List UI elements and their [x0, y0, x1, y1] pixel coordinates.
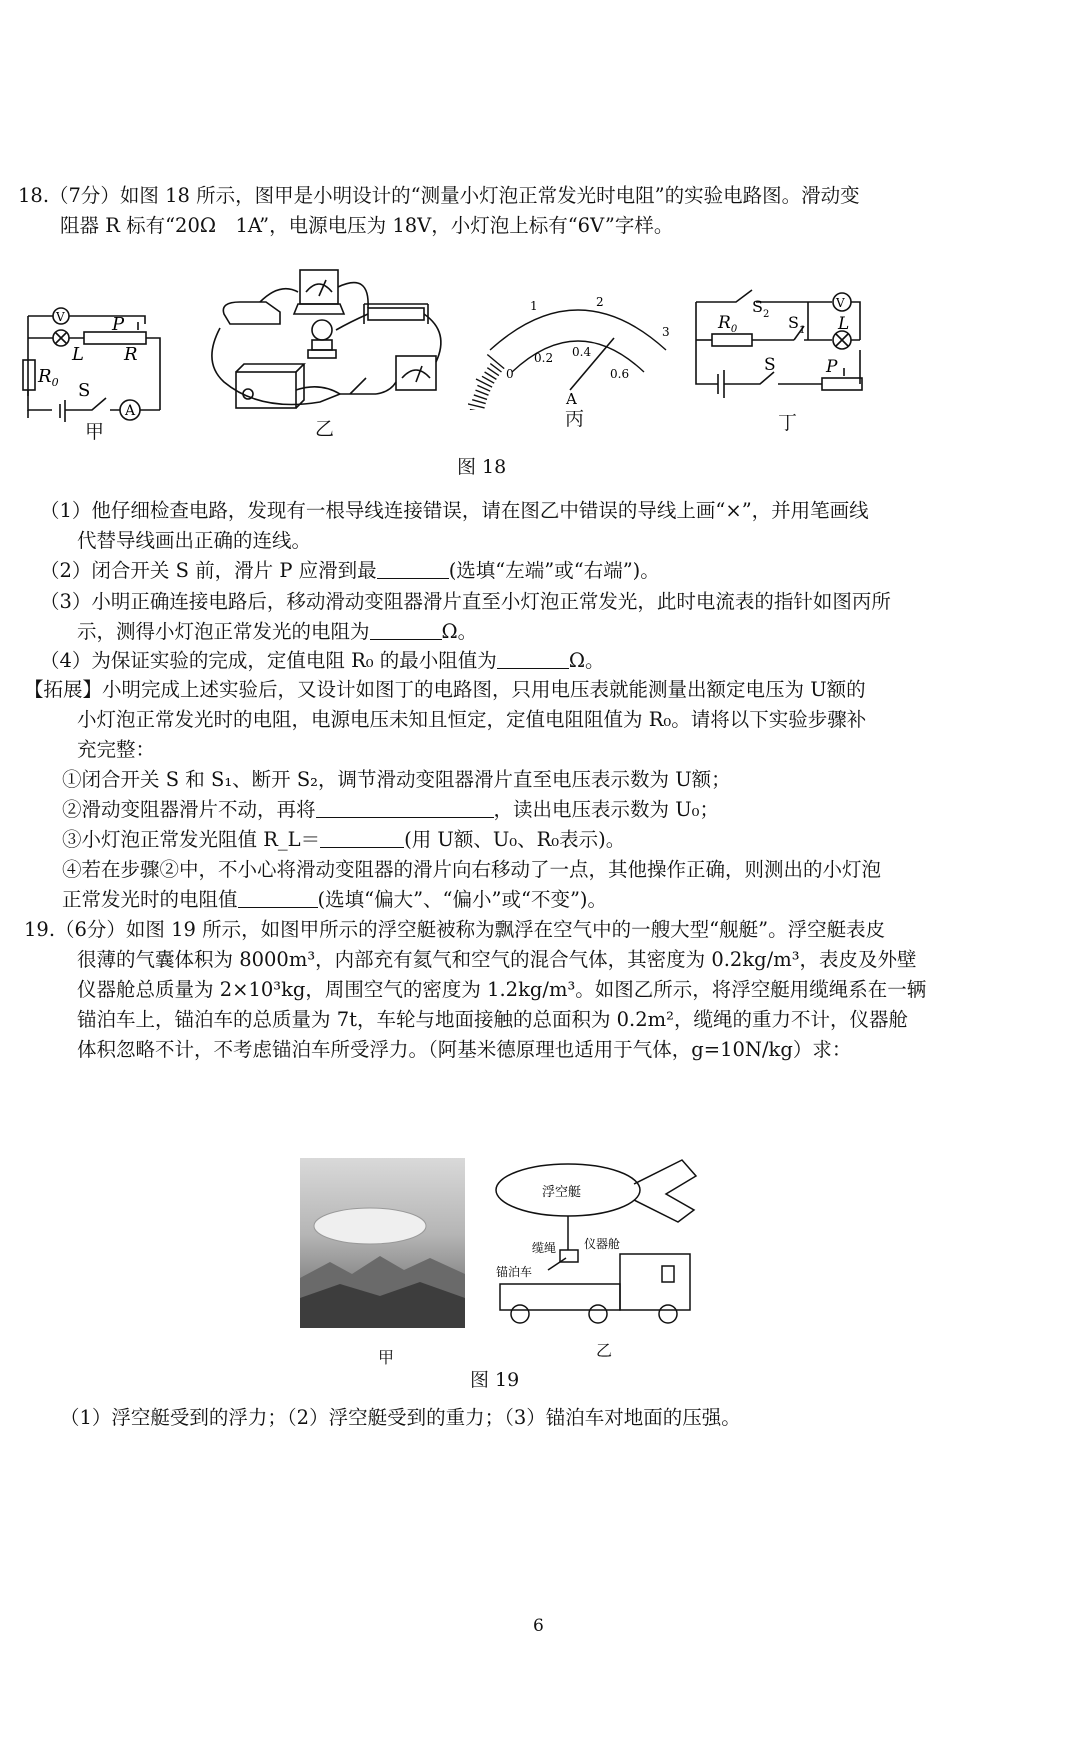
fig18-jia-switch-label: S — [78, 380, 91, 401]
fig19-yi-label: 乙 — [596, 1341, 613, 1360]
fig18-ding-label: 丁 — [778, 412, 798, 434]
dial-tick — [474, 395, 487, 400]
q18-part3-a: （3）小明正确连接电路后，移动滑动变阻器滑片直至小灯泡正常发光，此时电流表的指针如图丙所 — [40, 590, 891, 613]
q19-line5: 体积忽略不计，不考虑锚泊车所受浮力。（阿基米德原理也适用于气体，g=10N/kg）求： — [77, 1038, 852, 1061]
q18-step4-a: ④若在步骤②中，不小心将滑动变阻器的滑片向右移动了一点，其他操作正确，则测出的小灯泡 — [62, 858, 882, 881]
q18-step1: ①闭合开关 S 和 S₁、断开 S₂，调节滑动变阻器滑片直至电压表示数为 U额； — [62, 768, 731, 791]
fig18-bing-top-3: 3 — [662, 325, 670, 339]
q18-extension-3: 充完整： — [77, 738, 156, 761]
q19-questions: （1）浮空艇受到的浮力；（2）浮空艇受到的重力；（3）锚泊车对地面的压强。 — [60, 1406, 741, 1429]
page-number: 6 — [533, 1616, 544, 1636]
q18-step3-blank[interactable] — [320, 827, 404, 848]
q19-line4: 锚泊车上，锚泊车的总质量为 7t，车轮与地面接触的总面积为 0.2m²，缆绳的重力不计，仪器舱 — [77, 1008, 908, 1031]
fig18-caption: 图 18 — [457, 456, 507, 478]
q19-line1: 19.（6分）如图 19 所示，如图甲所示的浮空艇被称为飘浮在空气中的一艘大型“舰艇”。浮空艇表皮 — [24, 918, 886, 941]
fig18-ding-r0-label: $R_0$ — [718, 313, 738, 335]
q18-part2-blank[interactable] — [377, 558, 449, 579]
fig19-caption: 图 19 — [470, 1369, 520, 1391]
fig18-bing-top-2: 2 — [596, 295, 604, 309]
fig18-bing-bottom-04: 0.4 — [572, 345, 592, 359]
q18-step4-b: 正常发光时的电阻值 (选填“偏大”、“偏小”或“不变”)。 — [62, 888, 608, 911]
fig18-jia-voltmeter-label: V — [56, 310, 65, 324]
q18-extension-1: 【拓展】小明完成上述实验后，又设计如图丁的电路图，只用电压表就能测量出额定电压为 U额的 — [24, 678, 866, 701]
fig18-jia-slider-label: P — [112, 314, 125, 335]
fig18-bing-unit: A — [566, 390, 577, 408]
q18-step4-blank[interactable] — [238, 887, 318, 908]
fig18-ding-circuit — [690, 284, 870, 412]
q18-part1-b: 代替导线画出正确的连线。 — [77, 529, 312, 552]
fig18-yi-label: 乙 — [315, 418, 335, 440]
dial-tick — [468, 403, 485, 408]
fig18-bing-top-1: 1 — [530, 299, 538, 313]
fig18-ding-voltmeter-label: V — [836, 296, 845, 310]
q18-part4-blank[interactable] — [497, 648, 569, 669]
q18-part1-a: （1）他仔细检查电路，发现有一根导线连接错误，请在图乙中错误的导线上画“×”，并用笔画线 — [40, 499, 869, 522]
fig18-yi-wiring — [200, 262, 460, 422]
fig19-jia-label: 甲 — [378, 1348, 395, 1367]
fig19-airship-label: 浮空艇 — [542, 1185, 582, 1200]
q18-step3: ③小灯泡正常发光阻值 R_L＝ (用 U额、U₀、R₀表示)。 — [62, 828, 626, 851]
fig18-bing-bottom-06: 0.6 — [610, 367, 630, 381]
fig18-bing-label: 丙 — [565, 408, 585, 430]
fig18-bing-ticks — [468, 355, 504, 411]
q18-header-2: 阻器 R 标有“20Ω 1A”，电源电压为 18V，小灯泡上标有“6V”字样。 — [60, 214, 674, 237]
dial-tick — [487, 355, 504, 369]
q18-part4: （4）为保证实验的完成，定值电阻 R₀ 的最小阻值为 Ω。 — [40, 649, 605, 672]
fig18-bing-bottom-02: 0.2 — [534, 351, 554, 365]
fig19-cabin-label: 仪器舱 — [584, 1237, 621, 1251]
fig18-ding-slider-label: P — [826, 357, 838, 377]
q18-step2: ②滑动变阻器滑片不动，再将 ，读出电压表示数为 U₀； — [62, 798, 719, 821]
fig19-jia-photo — [300, 1158, 465, 1328]
fig19-yi-diagram — [490, 1150, 715, 1332]
dial-tick — [476, 390, 489, 395]
fig18-bing-ammeter-dial — [468, 280, 688, 410]
q18-part3-b: 示，测得小灯泡正常发光的电阻为 Ω。 — [77, 620, 478, 643]
fig18-ding-s1-label: $S_1$ — [788, 313, 806, 336]
q19-line3: 仪器舱总质量为 2×10³kg，周围空气的密度为 1.2kg/m³。如图乙所示，将浮空艇用缆绳系在一辆 — [77, 978, 927, 1001]
q19-line2: 很薄的气囊体积为 8000m³，内部充有氦气和空气的混合气体，其密度为 0.2kg/m³，表皮及外壁 — [77, 948, 917, 971]
fig19-cable-label: 缆绳 — [532, 1241, 557, 1255]
q18-part2: （2）闭合开关 S 前，滑片 P 应滑到最 (选填“左端”或“右端”)。 — [40, 559, 660, 582]
fig19-truck-label: 锚泊车 — [496, 1265, 533, 1279]
fig18-jia-r0-label: $R_0$ — [38, 366, 59, 389]
dial-tick — [477, 385, 490, 391]
fig18-ding-lamp-label: L — [838, 314, 850, 334]
dial-tick — [472, 400, 486, 404]
fig18-jia-label: 甲 — [85, 421, 105, 443]
fig18-bing-bottom-0: 0 — [506, 367, 514, 381]
q18-part3-blank[interactable] — [370, 619, 442, 640]
fig18-jia-rheostat-label: R — [124, 344, 138, 365]
fig18-ding-s2-label: $S_2$ — [752, 297, 770, 320]
fig18-jia-lamp-label: L — [72, 344, 84, 365]
fig18-ding-switch-label: S — [764, 355, 776, 375]
q18-header: 18.（7分）如图 18 所示，图甲是小明设计的“测量小灯泡正常发光时电阻”的实验电路图。滑动变 — [18, 184, 860, 207]
fig18-jia-ammeter-label: A — [125, 403, 136, 419]
q18-step2-blank[interactable] — [316, 797, 494, 818]
q18-extension-2: 小灯泡正常发光时的电阻，电源电压未知且恒定，定值电阻阻值为 R₀。请将以下实验步骤补 — [77, 708, 867, 731]
